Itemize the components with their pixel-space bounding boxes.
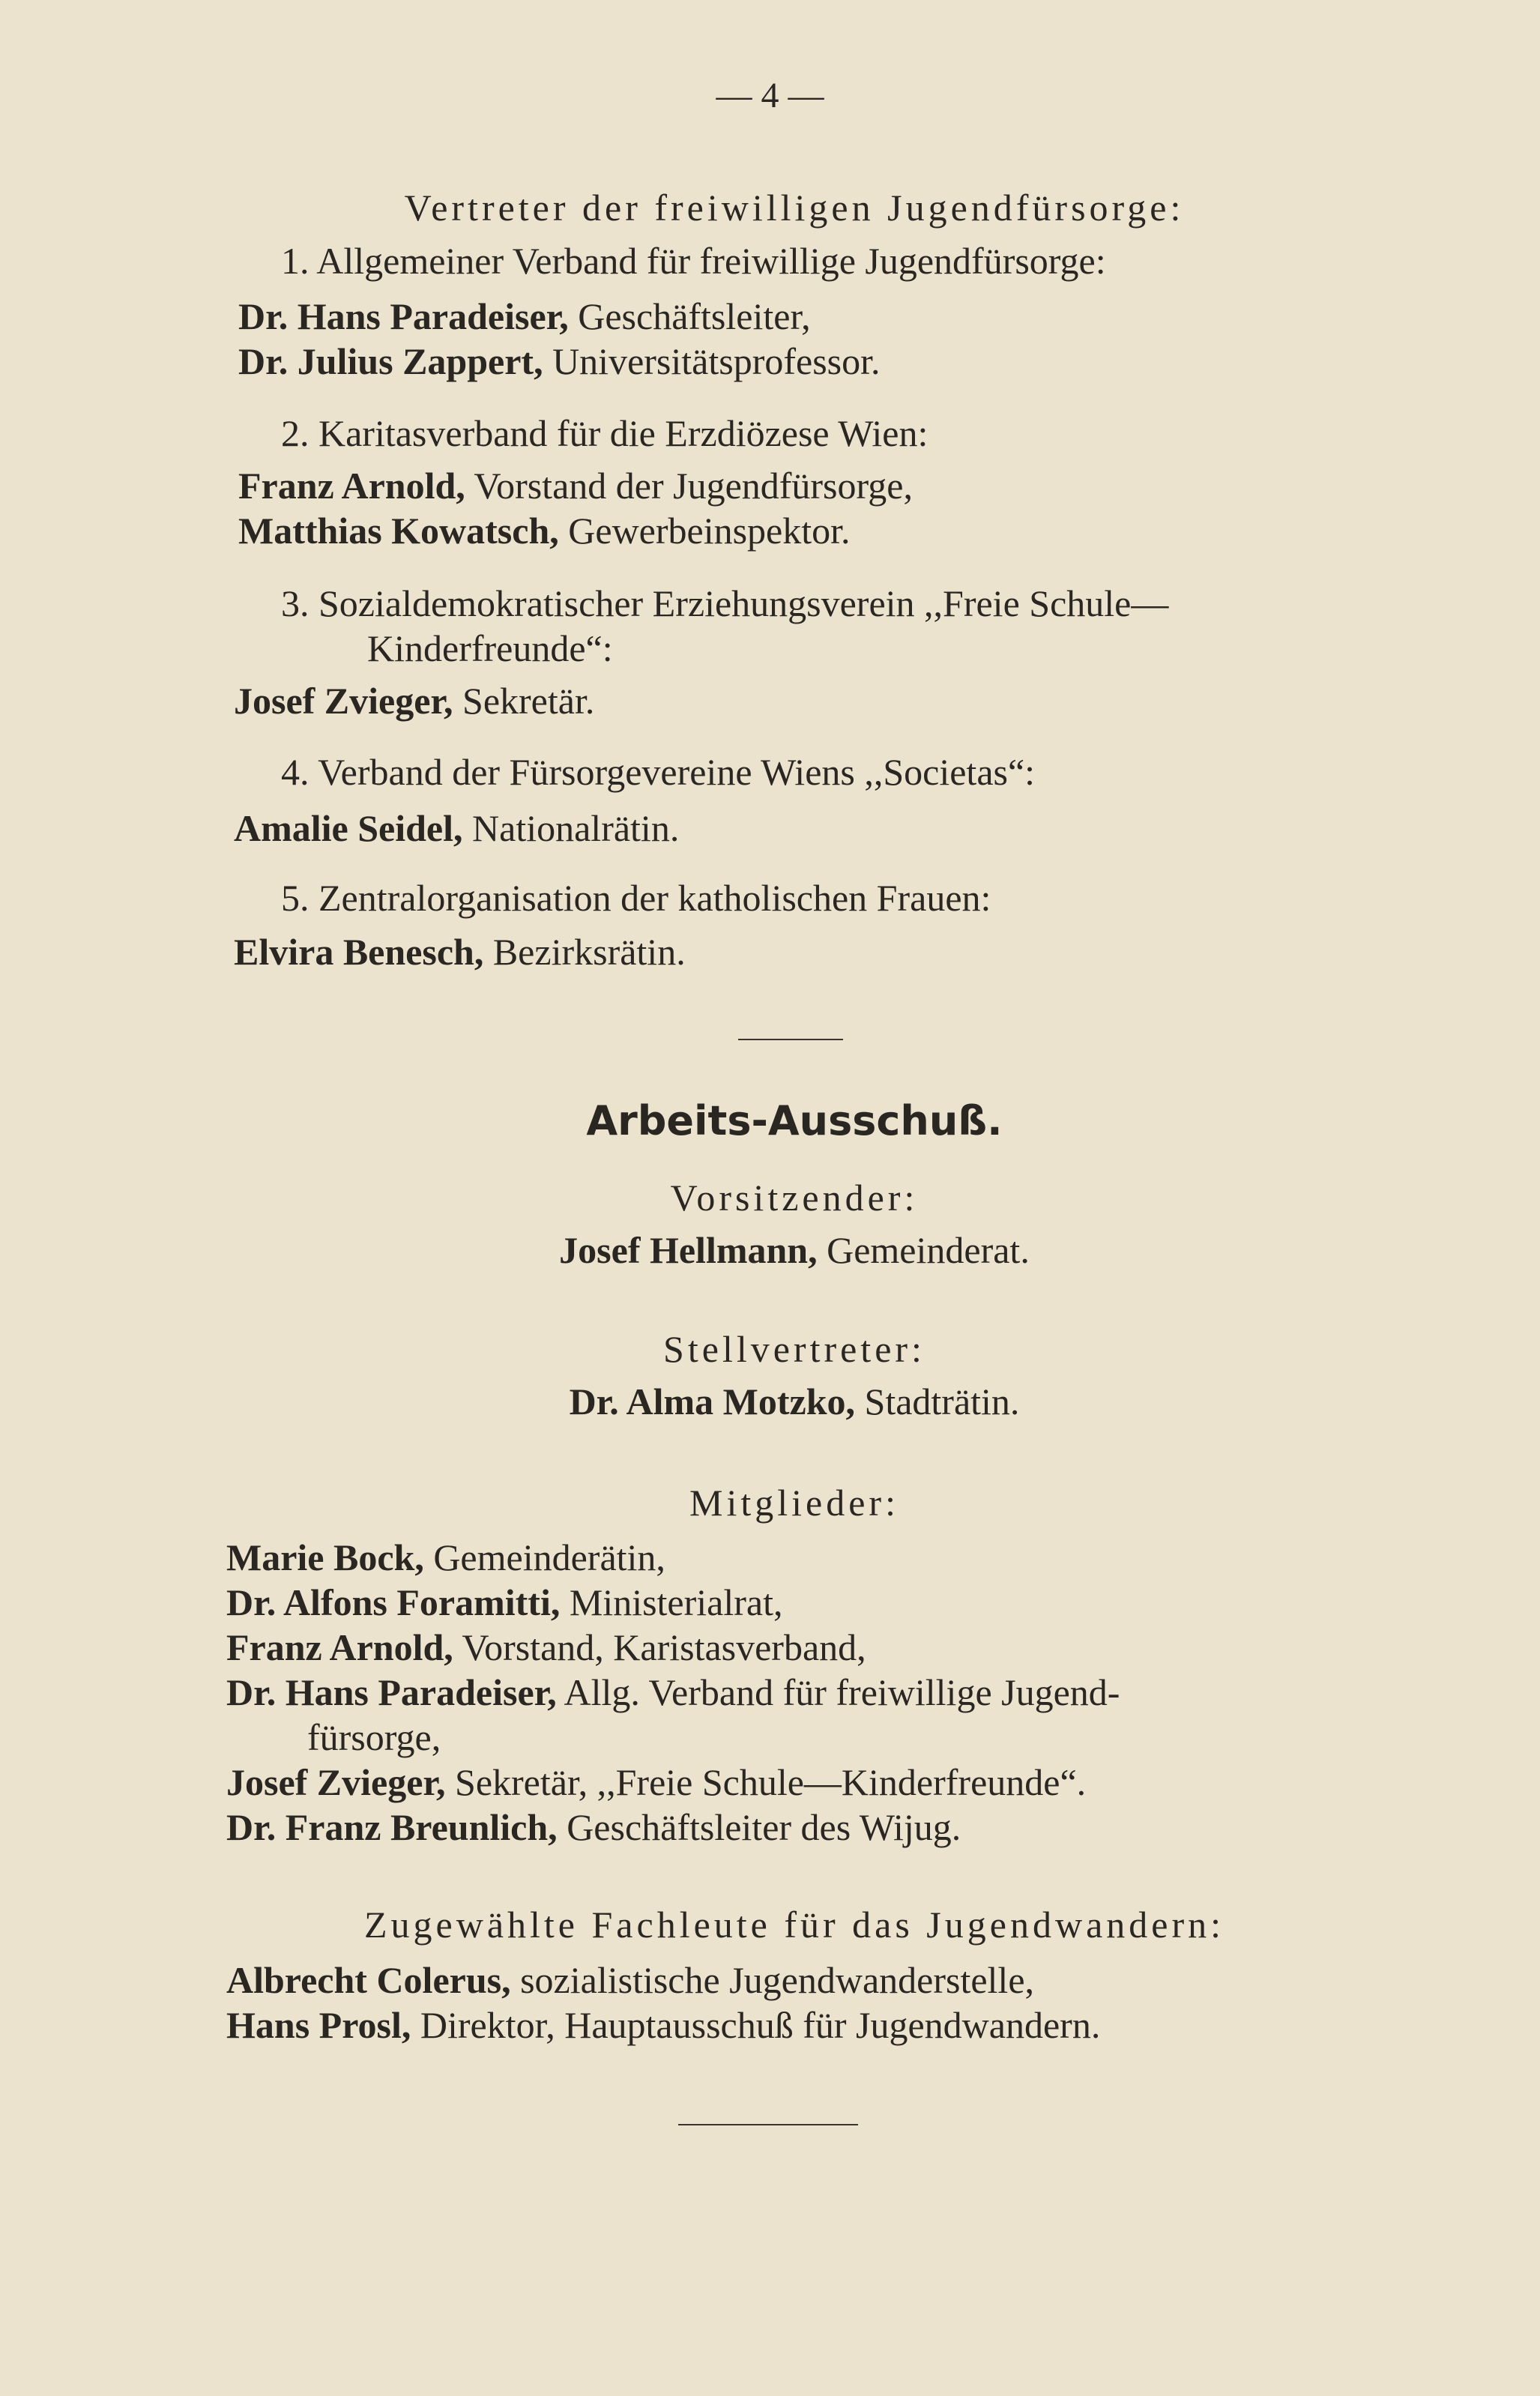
org-line: 3. Sozialdemokratischer Erziehungsverein ,,Freie Schule— — [281, 582, 1169, 624]
person-entry: Dr. Julius Zappert, Universitätsprofessor. — [238, 340, 881, 382]
person-entry: Elvira Benesch, Bezirksrätin. — [234, 931, 686, 973]
member-entry: Franz Arnold, Vorstand, Karistasverband, — [226, 1626, 866, 1668]
person-entry: Franz Arnold, Vorstand der Jugendfürsorge, — [238, 465, 913, 507]
deputy-label: Stellvertreter: — [663, 1328, 925, 1370]
org-line-continuation: Kinderfreunde“: — [367, 627, 613, 669]
member-entry: Dr. Alfons Foramitti, Ministerialrat, — [226, 1581, 783, 1623]
deputy-entry: Dr. Alma Motzko, Stadträtin. — [569, 1380, 1020, 1422]
expert-entry: Albrecht Colerus, sozialistische Jugendwanderstelle, — [226, 1959, 1035, 2001]
divider — [738, 1039, 843, 1040]
person-entry: Josef Zvieger, Sekretär. — [234, 680, 595, 722]
members-label: Mitglieder: — [689, 1482, 899, 1524]
person-entry: Matthias Kowatsch, Gewerbeinspektor. — [238, 510, 851, 552]
member-entry-continuation: fürsorge, — [307, 1716, 441, 1758]
divider — [678, 2124, 858, 2125]
person-entry: Amalie Seidel, Nationalrätin. — [234, 807, 680, 849]
member-entry: Dr. Hans Paradeiser, Allg. Verband für freiwillige Jugend- — [226, 1671, 1120, 1713]
section-heading-fuersorge: Vertreter der freiwilligen Jugendfürsorge: — [404, 187, 1185, 229]
org-line: 5. Zentralorganisation der katholischen Frauen: — [281, 877, 991, 919]
experts-label: Zugewählte Fachleute für das Jugendwandern: — [363, 1904, 1225, 1946]
expert-entry: Hans Prosl, Direktor, Hauptausschuß für Jugendwandern. — [226, 2004, 1101, 2046]
member-entry: Josef Zvieger, Sekretär, ,,Freie Schule—Kinderfreunde“. — [226, 1761, 1087, 1803]
member-entry: Marie Bock, Gemeinderätin, — [226, 1536, 665, 1578]
org-line: 4. Verband der Fürsorgevereine Wiens ,,Societas“: — [281, 751, 1036, 793]
page-number: — 4 — — [716, 76, 824, 115]
org-line: 1. Allgemeiner Verband für freiwillige Jugendfürsorge: — [281, 240, 1106, 282]
member-entry: Dr. Franz Breunlich, Geschäftsleiter des Wijug. — [226, 1806, 961, 1848]
person-entry: Dr. Hans Paradeiser, Geschäftsleiter, — [238, 295, 811, 337]
chair-label: Vorsitzender: — [670, 1177, 919, 1219]
section-title-ausschuss: Arbeits-Ausschuß. — [586, 1097, 1003, 1144]
org-line: 2. Karitasverband für die Erzdiözese Wien: — [281, 412, 928, 454]
chair-entry: Josef Hellmann, Gemeinderat. — [559, 1229, 1030, 1271]
